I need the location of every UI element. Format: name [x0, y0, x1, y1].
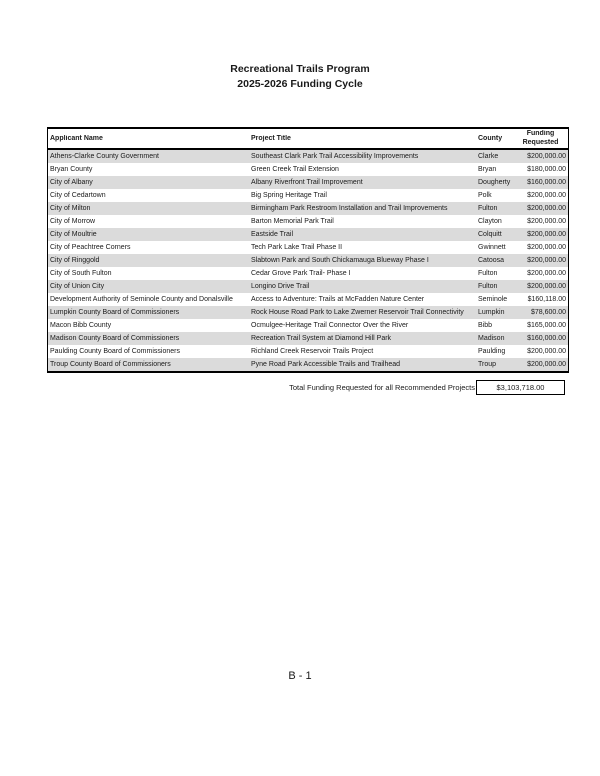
table-row [48, 241, 568, 254]
applicant-cell: Macon Bibb County [50, 322, 112, 329]
applicant-cell: City of Cedartown [50, 192, 106, 199]
county-cell: Troup [478, 361, 497, 368]
applicant-cell: City of Morrow [50, 218, 96, 225]
funding-cell: $200,000.00 [527, 361, 566, 368]
project-cell: Birmingham Park Restroom Installation and Trail Improvements [251, 205, 448, 212]
table-body [48, 150, 568, 371]
total-funding-row [289, 380, 565, 395]
project-cell: Richland Creek Reservoir Trails Project [251, 348, 374, 355]
table-row [48, 215, 568, 228]
project-cell: Longino Drive Trail [251, 283, 310, 290]
funding-cell: $200,000.00 [527, 244, 566, 251]
table-row [48, 319, 568, 332]
applicant-cell: Bryan County [50, 166, 93, 173]
applicant-cell: City of Union City [50, 283, 105, 290]
table-row [48, 228, 568, 241]
project-cell: Cedar Grove Park Trail- Phase I [251, 270, 351, 277]
table-row [48, 280, 568, 293]
table-row [48, 254, 568, 267]
project-cell: Southeast Clark Park Trail Accessibility Improvements [251, 153, 419, 160]
header-funding-requested [513, 130, 568, 147]
project-cell: Eastside Trail [251, 231, 294, 238]
table-row [48, 345, 568, 358]
header-funding-line-2: Requested [522, 138, 559, 146]
county-cell: Dougherty [478, 179, 511, 186]
applicant-cell: Troup County Board of Commissioners [50, 361, 171, 368]
county-cell: Fulton [478, 270, 498, 277]
county-cell: Bibb [478, 322, 493, 329]
funding-cell: $165,000.00 [527, 322, 566, 329]
project-cell: Big Spring Heritage Trail [251, 192, 327, 199]
page-title [0, 62, 600, 92]
applicant-cell: City of Peachtree Corners [50, 244, 131, 251]
project-cell: Albany Riverfront Trail Improvement [251, 179, 363, 186]
page-number: B - 1 [288, 670, 312, 682]
applicant-cell: City of South Fulton [50, 270, 112, 277]
funding-cell: $200,000.00 [527, 231, 566, 238]
project-cell: Green Creek Trail Extension [251, 166, 339, 173]
table-row [48, 163, 568, 176]
total-funding-label: Total Funding Requested for all Recommended Projects [289, 383, 475, 392]
county-cell: Catoosa [478, 257, 505, 264]
project-cell: Pyne Road Park Accessible Trails and Trailhead [251, 361, 401, 368]
header-project-title: Project Title [251, 135, 291, 142]
header-funding-line-1: Funding [526, 130, 555, 137]
county-cell: Clayton [478, 218, 502, 225]
county-cell: Clarke [478, 153, 499, 160]
applicant-cell: Paulding County Board of Commissioners [50, 348, 180, 355]
funding-cell: $200,000.00 [527, 205, 566, 212]
title-line-2: 2025-2026 Funding Cycle [237, 78, 363, 90]
table-row [48, 358, 568, 371]
table-row [48, 150, 568, 163]
applicant-cell: Madison County Board of Commissioners [50, 335, 180, 342]
funding-cell: $78,600.00 [530, 309, 566, 316]
header-applicant-name: Applicant Name [50, 135, 103, 142]
project-cell: Rock House Road Park to Lake Zwerner Reservoir Trail Connectivity [251, 309, 464, 316]
project-cell: Ocmulgee-Heritage Trail Connector Over the River [251, 322, 409, 329]
applicant-cell: Athens-Clarke County Government [50, 153, 159, 160]
table-header-row [48, 129, 568, 150]
applicant-cell: City of Moultrie [50, 231, 97, 238]
header-county: County [478, 135, 503, 142]
applicant-cell: City of Ringgold [50, 257, 100, 264]
county-cell: Fulton [478, 283, 498, 290]
table-row [48, 267, 568, 280]
table-row [48, 202, 568, 215]
table-row [48, 332, 568, 345]
applicant-cell: City of Milton [50, 205, 91, 212]
funding-cell: $200,000.00 [527, 283, 566, 290]
project-cell: Barton Memorial Park Trail [251, 218, 334, 225]
funding-table [47, 127, 569, 373]
total-funding-value-box [476, 380, 565, 395]
funding-cell: $200,000.00 [527, 257, 566, 264]
funding-cell: $200,000.00 [527, 270, 566, 277]
project-cell: Access to Adventure: Trails at McFadden Nature Center [251, 296, 425, 303]
funding-cell: $200,000.00 [527, 192, 566, 199]
funding-cell: $200,000.00 [527, 153, 566, 160]
project-cell: Slabtown Park and South Chickamauga Blueway Phase I [251, 257, 429, 264]
table-row [48, 176, 568, 189]
project-cell: Tech Park Lake Trail Phase II [251, 244, 343, 251]
county-cell: Gwinnett [478, 244, 506, 251]
funding-cell: $200,000.00 [527, 348, 566, 355]
funding-cell: $180,000.00 [527, 166, 566, 173]
applicant-cell: Development Authority of Seminole County and Donalsville [50, 296, 233, 303]
total-funding-value: $3,103,718.00 [496, 383, 545, 392]
funding-cell: $160,000.00 [527, 335, 566, 342]
table-row [48, 306, 568, 319]
applicant-cell: Lumpkin County Board of Commissioners [50, 309, 180, 316]
funding-cell: $160,118.00 [527, 296, 566, 303]
county-cell: Madison [478, 335, 505, 342]
county-cell: Colquitt [478, 231, 502, 238]
funding-cell: $160,000.00 [527, 179, 566, 186]
table-row [48, 189, 568, 202]
county-cell: Lumpkin [478, 309, 505, 316]
applicant-cell: City of Albany [50, 179, 93, 186]
funding-cell: $200,000.00 [527, 218, 566, 225]
title-line-1: Recreational Trails Program [230, 63, 370, 75]
project-cell: Recreation Trail System at Diamond Hill Park [251, 335, 392, 342]
county-cell: Seminole [478, 296, 508, 303]
county-cell: Polk [478, 192, 492, 199]
county-cell: Fulton [478, 205, 498, 212]
table-row [48, 293, 568, 306]
county-cell: Paulding [478, 348, 506, 355]
county-cell: Bryan [478, 166, 497, 173]
